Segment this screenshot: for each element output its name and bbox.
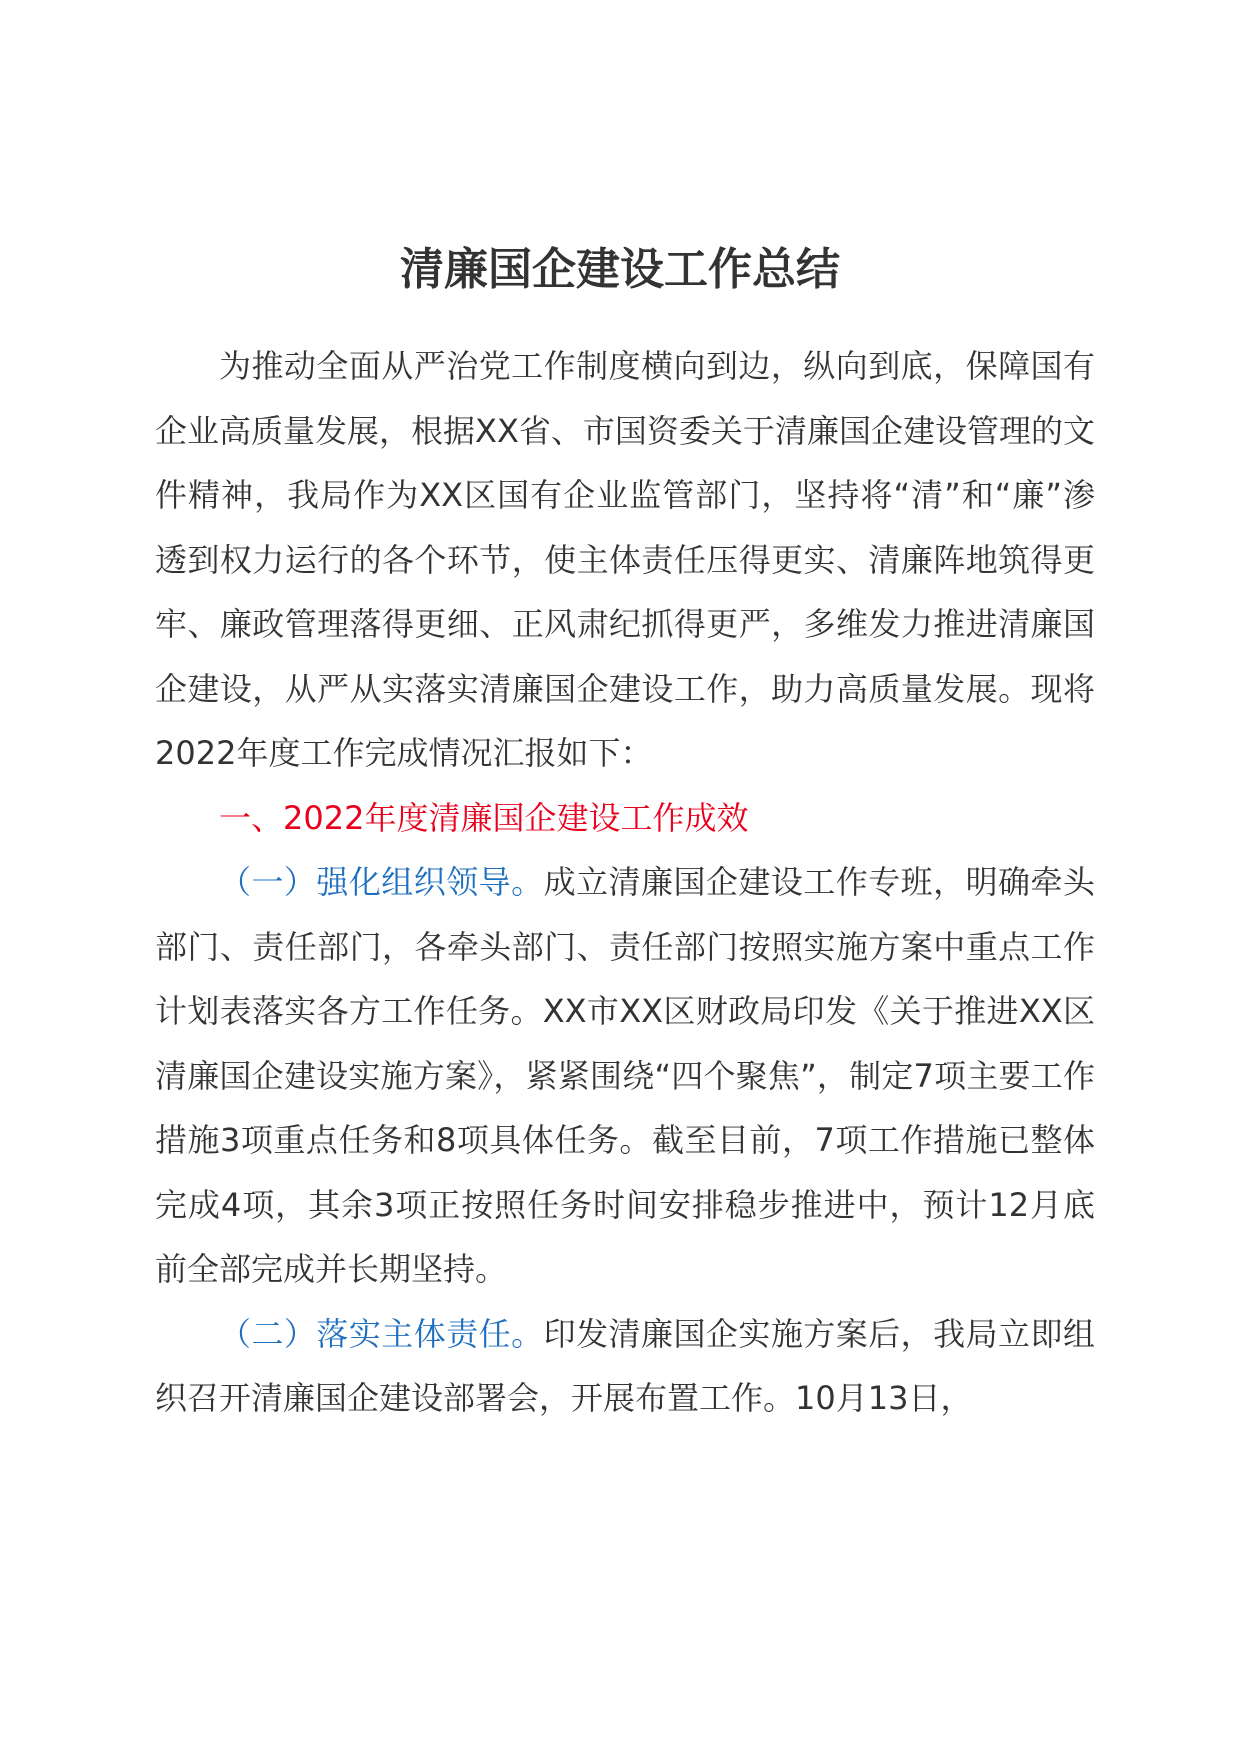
- section-heading: 一、2022年度清廉国企建设工作成效: [219, 798, 749, 837]
- item-paragraph-2: [155, 1302, 1095, 1431]
- item-text-1: 成立清廉国企建设工作专班，明确牵头部门、责任部门，各牵头部门、责任部门按照实施方案中重点工作计划表落实各方工作任务。XX市XX区财政局印发《关于推进XX区清廉国企建设实施方案》，紧紧围绕“四个聚焦”，制定7项主要工作措施3项重点任务和8项具体任务。截至目前，7项工作措施已整体完成4项，其余3项正按照任务时间安排稳步推进中，预计12月底前全部完成并长期坚持。: [155, 863, 1095, 1288]
- document-body: [155, 334, 1095, 1431]
- item-paragraph-1: [155, 850, 1095, 1302]
- document-title: 清廉国企建设工作总结: [400, 244, 840, 295]
- item-label-2: （二）落实主体责任。: [219, 1314, 544, 1353]
- item-text-2: 印发清廉国企实施方案后，我局立即组织召开清廉国企建设部署会，开展布置工作。10月13日，: [155, 1314, 1095, 1417]
- item-label-1: （一）强化组织领导。: [219, 863, 544, 901]
- intro-paragraph: 为推动全面从严治党工作制度横向到边，纵向到底，保障国有企业高质量发展，根据XX省、市国资委关于清廉国企建设管理的文件精神，我局作为XX区国有企业监管部门，坚持将“清”和“廉”渗透到权力运行的各个环节，使主体责任压得更实、清廉阵地筑得更牢、廉政管理落得更细、正风肃纪抓得更严，多维发力推进清廉国企建设，从严从实落实清廉国企建设工作，助力高质量发展。现将2022年度工作完成情况汇报如下：: [155, 347, 1095, 772]
